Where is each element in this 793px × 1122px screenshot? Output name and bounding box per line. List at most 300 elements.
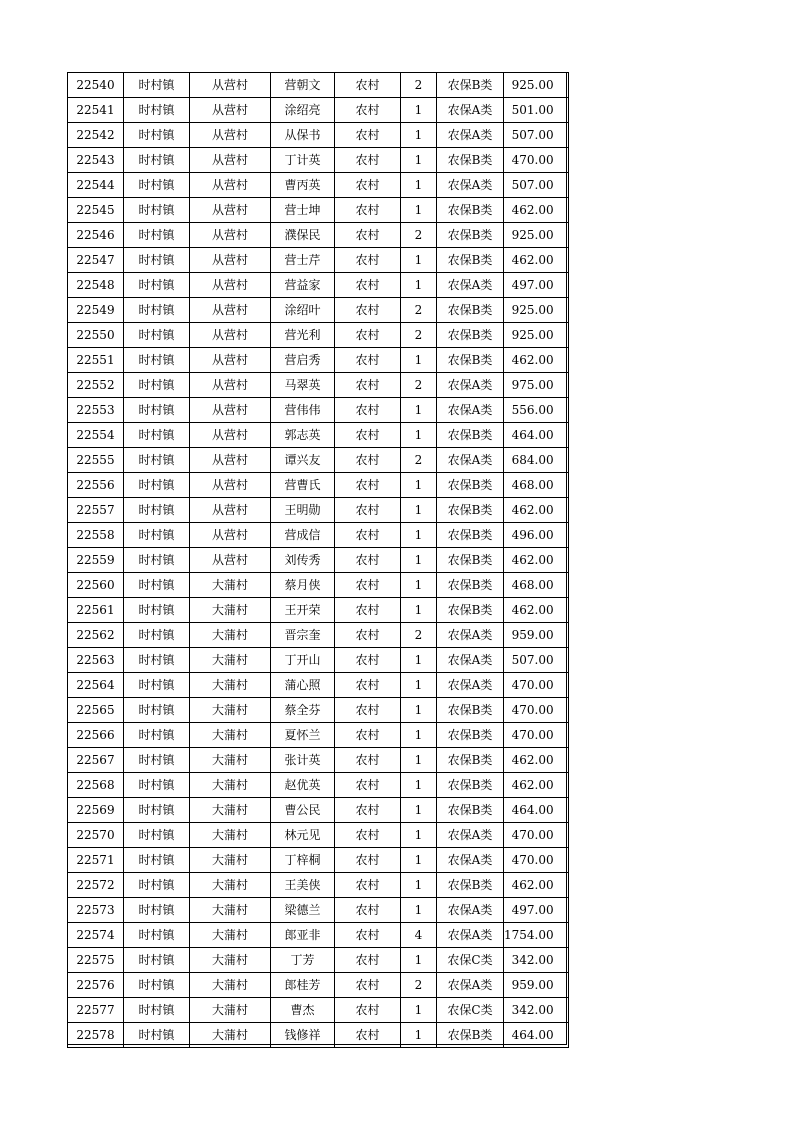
insurance-type-cell: 农保A类 bbox=[437, 273, 504, 298]
village-cell: 从营村 bbox=[190, 323, 271, 348]
village-cell: 大蒲村 bbox=[190, 823, 271, 848]
household-size-cell: 1 bbox=[401, 173, 437, 198]
name-cell: 林元见 bbox=[271, 823, 335, 848]
amount-cell: 497.00 bbox=[504, 273, 569, 298]
town-cell: 时村镇 bbox=[124, 248, 190, 273]
household-size-cell: 1 bbox=[401, 823, 437, 848]
serial-number-cell: 22543 bbox=[68, 148, 124, 173]
town-cell: 时村镇 bbox=[124, 798, 190, 823]
insurance-type-cell: 农保C类 bbox=[437, 948, 504, 973]
town-cell: 时村镇 bbox=[124, 573, 190, 598]
name-cell: 涂绍亮 bbox=[271, 98, 335, 123]
town-cell: 时村镇 bbox=[124, 898, 190, 923]
table-row bbox=[68, 73, 569, 98]
insurance-type-cell: 农保B类 bbox=[437, 598, 504, 623]
table-row bbox=[68, 373, 569, 398]
table-row bbox=[68, 848, 569, 873]
amount-cell: 462.00 bbox=[504, 598, 569, 623]
town-cell: 时村镇 bbox=[124, 323, 190, 348]
village-cell: 大蒲村 bbox=[190, 923, 271, 948]
table-row bbox=[68, 148, 569, 173]
insurance-type-cell: 农保B类 bbox=[437, 198, 504, 223]
category-cell: 农村 bbox=[335, 623, 401, 648]
table-row bbox=[68, 398, 569, 423]
category-cell: 农村 bbox=[335, 298, 401, 323]
amount-cell: 470.00 bbox=[504, 698, 569, 723]
table-row bbox=[68, 423, 569, 448]
table-row bbox=[68, 248, 569, 273]
village-cell: 大蒲村 bbox=[190, 848, 271, 873]
village-cell: 大蒲村 bbox=[190, 598, 271, 623]
serial-number-cell: 22552 bbox=[68, 373, 124, 398]
serial-number-cell: 22567 bbox=[68, 748, 124, 773]
household-size-cell: 1 bbox=[401, 198, 437, 223]
town-cell: 时村镇 bbox=[124, 973, 190, 998]
amount-cell: 959.00 bbox=[504, 623, 569, 648]
serial-number-cell: 22576 bbox=[68, 973, 124, 998]
table-row bbox=[68, 448, 569, 473]
village-cell: 从营村 bbox=[190, 498, 271, 523]
village-cell: 从营村 bbox=[190, 123, 271, 148]
serial-number-cell: 22568 bbox=[68, 773, 124, 798]
name-cell: 从保书 bbox=[271, 123, 335, 148]
serial-number-cell: 22570 bbox=[68, 823, 124, 848]
insurance-type-cell: 农保B类 bbox=[437, 423, 504, 448]
category-cell: 农村 bbox=[335, 898, 401, 923]
table-row bbox=[68, 98, 569, 123]
amount-cell: 342.00 bbox=[504, 998, 569, 1023]
table-row bbox=[68, 948, 569, 973]
category-cell: 农村 bbox=[335, 998, 401, 1023]
category-cell: 农村 bbox=[335, 823, 401, 848]
insurance-type-cell: 农保A类 bbox=[437, 848, 504, 873]
table-row bbox=[68, 298, 569, 323]
town-cell: 时村镇 bbox=[124, 823, 190, 848]
town-cell: 时村镇 bbox=[124, 648, 190, 673]
serial-number-cell: 22545 bbox=[68, 198, 124, 223]
serial-number-cell: 22565 bbox=[68, 698, 124, 723]
table-row bbox=[68, 323, 569, 348]
household-size-cell: 1 bbox=[401, 898, 437, 923]
insurance-type-cell: 农保B类 bbox=[437, 498, 504, 523]
town-cell: 时村镇 bbox=[124, 748, 190, 773]
insurance-type-cell: 农保A类 bbox=[437, 398, 504, 423]
town-cell: 时村镇 bbox=[124, 1023, 190, 1048]
village-cell: 从营村 bbox=[190, 348, 271, 373]
town-cell: 时村镇 bbox=[124, 548, 190, 573]
household-size-cell: 1 bbox=[401, 98, 437, 123]
household-size-cell: 1 bbox=[401, 348, 437, 373]
household-size-cell: 1 bbox=[401, 698, 437, 723]
insurance-type-cell: 农保C类 bbox=[437, 998, 504, 1023]
name-cell: 营启秀 bbox=[271, 348, 335, 373]
amount-cell: 468.00 bbox=[504, 573, 569, 598]
name-cell: 蒲心照 bbox=[271, 673, 335, 698]
town-cell: 时村镇 bbox=[124, 473, 190, 498]
table-row bbox=[68, 648, 569, 673]
village-cell: 大蒲村 bbox=[190, 798, 271, 823]
name-cell: 丁梓桐 bbox=[271, 848, 335, 873]
serial-number-cell: 22544 bbox=[68, 173, 124, 198]
household-size-cell: 1 bbox=[401, 998, 437, 1023]
serial-number-cell: 22577 bbox=[68, 998, 124, 1023]
town-cell: 时村镇 bbox=[124, 448, 190, 473]
category-cell: 农村 bbox=[335, 1023, 401, 1048]
name-cell: 濮保民 bbox=[271, 223, 335, 248]
serial-number-cell: 22555 bbox=[68, 448, 124, 473]
village-cell: 大蒲村 bbox=[190, 873, 271, 898]
name-cell: 郎桂芳 bbox=[271, 973, 335, 998]
amount-cell: 925.00 bbox=[504, 223, 569, 248]
household-size-cell: 1 bbox=[401, 148, 437, 173]
category-cell: 农村 bbox=[335, 373, 401, 398]
household-size-cell: 1 bbox=[401, 723, 437, 748]
town-cell: 时村镇 bbox=[124, 348, 190, 373]
amount-cell: 464.00 bbox=[504, 798, 569, 823]
table-row bbox=[68, 1023, 569, 1048]
village-cell: 大蒲村 bbox=[190, 998, 271, 1023]
serial-number-cell: 22554 bbox=[68, 423, 124, 448]
village-cell: 从营村 bbox=[190, 373, 271, 398]
village-cell: 从营村 bbox=[190, 298, 271, 323]
category-cell: 农村 bbox=[335, 98, 401, 123]
table-row bbox=[68, 573, 569, 598]
amount-cell: 507.00 bbox=[504, 173, 569, 198]
name-cell: 营光利 bbox=[271, 323, 335, 348]
name-cell: 丁芳 bbox=[271, 948, 335, 973]
category-cell: 农村 bbox=[335, 648, 401, 673]
amount-cell: 470.00 bbox=[504, 848, 569, 873]
town-cell: 时村镇 bbox=[124, 123, 190, 148]
table-row bbox=[68, 198, 569, 223]
category-cell: 农村 bbox=[335, 323, 401, 348]
insurance-type-cell: 农保A类 bbox=[437, 98, 504, 123]
table-row bbox=[68, 923, 569, 948]
village-cell: 从营村 bbox=[190, 248, 271, 273]
town-cell: 时村镇 bbox=[124, 373, 190, 398]
town-cell: 时村镇 bbox=[124, 223, 190, 248]
household-size-cell: 1 bbox=[401, 523, 437, 548]
insurance-type-cell: 农保B类 bbox=[437, 298, 504, 323]
name-cell: 营益家 bbox=[271, 273, 335, 298]
category-cell: 农村 bbox=[335, 398, 401, 423]
table-row bbox=[68, 673, 569, 698]
name-cell: 刘传秀 bbox=[271, 548, 335, 573]
serial-number-cell: 22574 bbox=[68, 923, 124, 948]
category-cell: 农村 bbox=[335, 798, 401, 823]
town-cell: 时村镇 bbox=[124, 948, 190, 973]
household-size-cell: 1 bbox=[401, 948, 437, 973]
serial-number-cell: 22578 bbox=[68, 1023, 124, 1048]
table-row bbox=[68, 548, 569, 573]
amount-cell: 462.00 bbox=[504, 548, 569, 573]
name-cell: 营士芹 bbox=[271, 248, 335, 273]
amount-cell: 462.00 bbox=[504, 248, 569, 273]
amount-cell: 462.00 bbox=[504, 498, 569, 523]
amount-cell: 501.00 bbox=[504, 98, 569, 123]
household-size-cell: 1 bbox=[401, 473, 437, 498]
name-cell: 营伟伟 bbox=[271, 398, 335, 423]
serial-number-cell: 22547 bbox=[68, 248, 124, 273]
town-cell: 时村镇 bbox=[124, 873, 190, 898]
table-row bbox=[68, 123, 569, 148]
village-cell: 从营村 bbox=[190, 173, 271, 198]
village-cell: 大蒲村 bbox=[190, 573, 271, 598]
village-cell: 从营村 bbox=[190, 273, 271, 298]
category-cell: 农村 bbox=[335, 573, 401, 598]
serial-number-cell: 22564 bbox=[68, 673, 124, 698]
amount-cell: 975.00 bbox=[504, 373, 569, 398]
insurance-type-cell: 农保B类 bbox=[437, 873, 504, 898]
amount-cell: 464.00 bbox=[504, 1023, 569, 1048]
table-row bbox=[68, 173, 569, 198]
table-row bbox=[68, 823, 569, 848]
household-size-cell: 2 bbox=[401, 223, 437, 248]
table-row bbox=[68, 523, 569, 548]
household-size-cell: 1 bbox=[401, 1023, 437, 1048]
name-cell: 谭兴友 bbox=[271, 448, 335, 473]
insurance-type-cell: 农保B类 bbox=[437, 723, 504, 748]
table-row bbox=[68, 998, 569, 1023]
insurance-type-cell: 农保B类 bbox=[437, 148, 504, 173]
insurance-type-cell: 农保B类 bbox=[437, 323, 504, 348]
table-row bbox=[68, 723, 569, 748]
town-cell: 时村镇 bbox=[124, 198, 190, 223]
insurance-type-cell: 农保A类 bbox=[437, 173, 504, 198]
household-size-cell: 1 bbox=[401, 648, 437, 673]
town-cell: 时村镇 bbox=[124, 673, 190, 698]
amount-cell: 462.00 bbox=[504, 773, 569, 798]
serial-number-cell: 22551 bbox=[68, 348, 124, 373]
village-cell: 大蒲村 bbox=[190, 623, 271, 648]
serial-number-cell: 22563 bbox=[68, 648, 124, 673]
insurance-type-cell: 农保B类 bbox=[437, 223, 504, 248]
insurance-type-cell: 农保A类 bbox=[437, 973, 504, 998]
name-cell: 张计英 bbox=[271, 748, 335, 773]
village-cell: 从营村 bbox=[190, 223, 271, 248]
town-cell: 时村镇 bbox=[124, 998, 190, 1023]
insurance-type-cell: 农保B类 bbox=[437, 73, 504, 98]
town-cell: 时村镇 bbox=[124, 73, 190, 98]
name-cell: 赵优英 bbox=[271, 773, 335, 798]
name-cell: 丁开山 bbox=[271, 648, 335, 673]
table-row bbox=[68, 223, 569, 248]
amount-cell: 497.00 bbox=[504, 898, 569, 923]
category-cell: 农村 bbox=[335, 273, 401, 298]
insurance-type-cell: 农保A类 bbox=[437, 923, 504, 948]
name-cell: 梁德兰 bbox=[271, 898, 335, 923]
category-cell: 农村 bbox=[335, 473, 401, 498]
table-row bbox=[68, 498, 569, 523]
serial-number-cell: 22553 bbox=[68, 398, 124, 423]
insurance-type-cell: 农保A类 bbox=[437, 648, 504, 673]
category-cell: 农村 bbox=[335, 848, 401, 873]
table-row bbox=[68, 598, 569, 623]
insurance-type-cell: 农保A类 bbox=[437, 823, 504, 848]
town-cell: 时村镇 bbox=[124, 923, 190, 948]
amount-cell: 464.00 bbox=[504, 423, 569, 448]
name-cell: 涂绍叶 bbox=[271, 298, 335, 323]
household-size-cell: 2 bbox=[401, 73, 437, 98]
village-cell: 大蒲村 bbox=[190, 898, 271, 923]
category-cell: 农村 bbox=[335, 598, 401, 623]
insurance-type-cell: 农保B类 bbox=[437, 348, 504, 373]
town-cell: 时村镇 bbox=[124, 148, 190, 173]
village-cell: 从营村 bbox=[190, 523, 271, 548]
serial-number-cell: 22549 bbox=[68, 298, 124, 323]
household-size-cell: 1 bbox=[401, 848, 437, 873]
amount-cell: 496.00 bbox=[504, 523, 569, 548]
amount-cell: 462.00 bbox=[504, 873, 569, 898]
category-cell: 农村 bbox=[335, 723, 401, 748]
amount-cell: 342.00 bbox=[504, 948, 569, 973]
village-cell: 大蒲村 bbox=[190, 948, 271, 973]
insurance-type-cell: 农保B类 bbox=[437, 798, 504, 823]
amount-cell: 1754.00 bbox=[504, 923, 569, 948]
name-cell: 马翠英 bbox=[271, 373, 335, 398]
name-cell: 钱修祥 bbox=[271, 1023, 335, 1048]
amount-cell: 470.00 bbox=[504, 723, 569, 748]
town-cell: 时村镇 bbox=[124, 298, 190, 323]
insurance-type-cell: 农保B类 bbox=[437, 523, 504, 548]
table-row bbox=[68, 473, 569, 498]
category-cell: 农村 bbox=[335, 348, 401, 373]
category-cell: 农村 bbox=[335, 423, 401, 448]
category-cell: 农村 bbox=[335, 748, 401, 773]
town-cell: 时村镇 bbox=[124, 598, 190, 623]
name-cell: 营朝文 bbox=[271, 73, 335, 98]
insurance-type-cell: 农保A类 bbox=[437, 448, 504, 473]
village-cell: 从营村 bbox=[190, 448, 271, 473]
category-cell: 农村 bbox=[335, 873, 401, 898]
name-cell: 郎亚非 bbox=[271, 923, 335, 948]
household-size-cell: 1 bbox=[401, 748, 437, 773]
village-cell: 大蒲村 bbox=[190, 723, 271, 748]
serial-number-cell: 22572 bbox=[68, 873, 124, 898]
town-cell: 时村镇 bbox=[124, 848, 190, 873]
amount-cell: 470.00 bbox=[504, 823, 569, 848]
amount-cell: 507.00 bbox=[504, 648, 569, 673]
serial-number-cell: 22566 bbox=[68, 723, 124, 748]
serial-number-cell: 22557 bbox=[68, 498, 124, 523]
village-cell: 大蒲村 bbox=[190, 648, 271, 673]
household-size-cell: 2 bbox=[401, 373, 437, 398]
town-cell: 时村镇 bbox=[124, 273, 190, 298]
serial-number-cell: 22541 bbox=[68, 98, 124, 123]
household-size-cell: 1 bbox=[401, 398, 437, 423]
town-cell: 时村镇 bbox=[124, 423, 190, 448]
village-cell: 从营村 bbox=[190, 73, 271, 98]
village-cell: 从营村 bbox=[190, 423, 271, 448]
insurance-type-cell: 农保B类 bbox=[437, 748, 504, 773]
table-row bbox=[68, 748, 569, 773]
household-size-cell: 1 bbox=[401, 273, 437, 298]
table-row bbox=[68, 273, 569, 298]
name-cell: 丁计英 bbox=[271, 148, 335, 173]
household-size-cell: 1 bbox=[401, 498, 437, 523]
town-cell: 时村镇 bbox=[124, 398, 190, 423]
category-cell: 农村 bbox=[335, 198, 401, 223]
category-cell: 农村 bbox=[335, 773, 401, 798]
village-cell: 从营村 bbox=[190, 98, 271, 123]
town-cell: 时村镇 bbox=[124, 498, 190, 523]
insurance-type-cell: 农保A类 bbox=[437, 623, 504, 648]
amount-cell: 462.00 bbox=[504, 748, 569, 773]
household-size-cell: 1 bbox=[401, 123, 437, 148]
name-cell: 曹杰 bbox=[271, 998, 335, 1023]
insurance-type-cell: 农保B类 bbox=[437, 248, 504, 273]
serial-number-cell: 22569 bbox=[68, 798, 124, 823]
town-cell: 时村镇 bbox=[124, 623, 190, 648]
category-cell: 农村 bbox=[335, 148, 401, 173]
amount-cell: 925.00 bbox=[504, 323, 569, 348]
data-table bbox=[67, 72, 569, 1048]
household-size-cell: 2 bbox=[401, 973, 437, 998]
name-cell: 王美侠 bbox=[271, 873, 335, 898]
insurance-type-cell: 农保B类 bbox=[437, 773, 504, 798]
town-cell: 时村镇 bbox=[124, 98, 190, 123]
name-cell: 营曹氏 bbox=[271, 473, 335, 498]
serial-number-cell: 22558 bbox=[68, 523, 124, 548]
village-cell: 大蒲村 bbox=[190, 1023, 271, 1048]
amount-cell: 462.00 bbox=[504, 198, 569, 223]
category-cell: 农村 bbox=[335, 673, 401, 698]
serial-number-cell: 22542 bbox=[68, 123, 124, 148]
table-row bbox=[68, 623, 569, 648]
category-cell: 农村 bbox=[335, 448, 401, 473]
table-row bbox=[68, 798, 569, 823]
category-cell: 农村 bbox=[335, 973, 401, 998]
town-cell: 时村镇 bbox=[124, 723, 190, 748]
amount-cell: 507.00 bbox=[504, 123, 569, 148]
serial-number-cell: 22560 bbox=[68, 573, 124, 598]
insurance-type-cell: 农保A类 bbox=[437, 123, 504, 148]
town-cell: 时村镇 bbox=[124, 173, 190, 198]
household-size-cell: 2 bbox=[401, 323, 437, 348]
name-cell: 王开荣 bbox=[271, 598, 335, 623]
name-cell: 郭志英 bbox=[271, 423, 335, 448]
village-cell: 大蒲村 bbox=[190, 773, 271, 798]
insurance-type-cell: 农保B类 bbox=[437, 473, 504, 498]
amount-cell: 462.00 bbox=[504, 348, 569, 373]
category-cell: 农村 bbox=[335, 698, 401, 723]
serial-number-cell: 22561 bbox=[68, 598, 124, 623]
serial-number-cell: 22546 bbox=[68, 223, 124, 248]
serial-number-cell: 22575 bbox=[68, 948, 124, 973]
insurance-type-cell: 农保B类 bbox=[437, 573, 504, 598]
household-size-cell: 2 bbox=[401, 448, 437, 473]
category-cell: 农村 bbox=[335, 223, 401, 248]
town-cell: 时村镇 bbox=[124, 773, 190, 798]
category-cell: 农村 bbox=[335, 73, 401, 98]
amount-cell: 470.00 bbox=[504, 673, 569, 698]
category-cell: 农村 bbox=[335, 948, 401, 973]
category-cell: 农村 bbox=[335, 923, 401, 948]
amount-cell: 556.00 bbox=[504, 398, 569, 423]
serial-number-cell: 22571 bbox=[68, 848, 124, 873]
serial-number-cell: 22550 bbox=[68, 323, 124, 348]
household-size-cell: 2 bbox=[401, 623, 437, 648]
insurance-type-cell: 农保A类 bbox=[437, 673, 504, 698]
household-size-cell: 1 bbox=[401, 798, 437, 823]
name-cell: 王明勋 bbox=[271, 498, 335, 523]
amount-cell: 470.00 bbox=[504, 148, 569, 173]
village-cell: 从营村 bbox=[190, 148, 271, 173]
name-cell: 营士坤 bbox=[271, 198, 335, 223]
table-row bbox=[68, 973, 569, 998]
category-cell: 农村 bbox=[335, 123, 401, 148]
category-cell: 农村 bbox=[335, 173, 401, 198]
